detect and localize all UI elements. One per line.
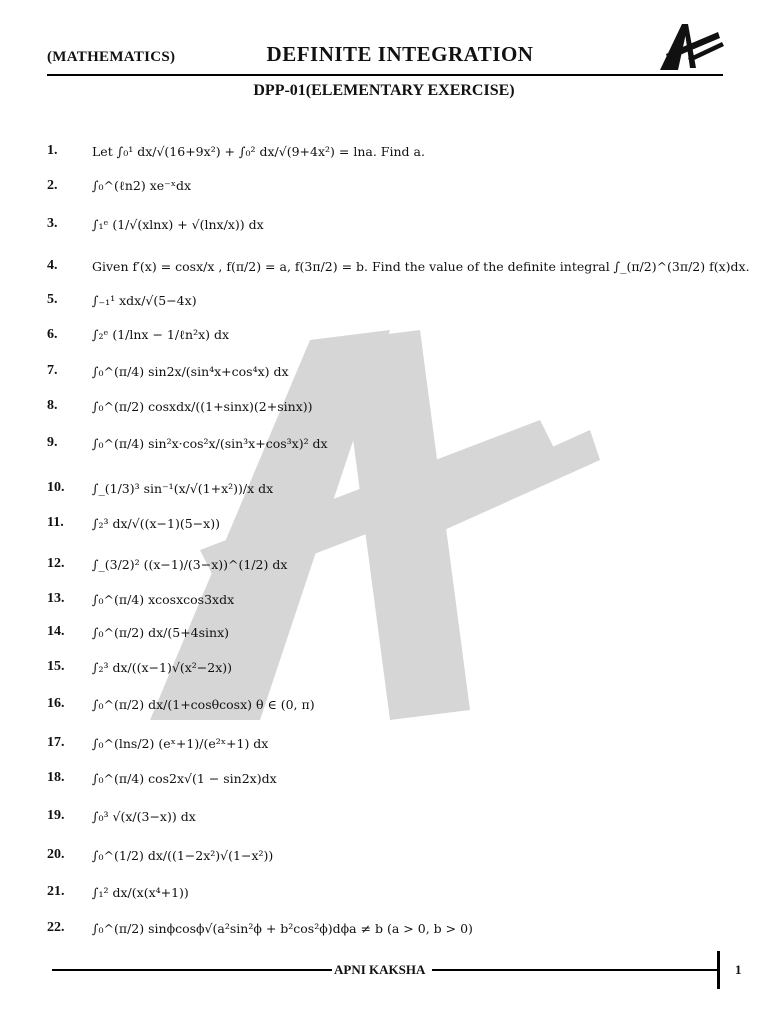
question-text: ∫₀^(π/4) cos2x√(1 − sin2x)dx — [92, 770, 277, 786]
question-number: 6. — [47, 327, 58, 342]
question-number: 9. — [47, 435, 58, 450]
question-number: 10. — [47, 480, 65, 495]
question-number: 3. — [47, 216, 58, 231]
question-text: ∫₀^(π/4) xcosxcos3xdx — [92, 591, 235, 607]
question-number: 17. — [47, 735, 65, 750]
question-text: ∫₀³ √(x/(3−x)) dx — [92, 808, 196, 824]
question-number: 1. — [47, 143, 58, 158]
question-text: ∫₀^(π/2) dx/(5+4sinx) — [92, 624, 230, 640]
question-text: ∫₀^(1/2) dx/((1−2x²)√(1−x²)) — [92, 847, 274, 863]
question-number: 4. — [47, 258, 58, 273]
page-title: DEFINITE INTEGRATION — [266, 42, 534, 66]
question-text: ∫₀^(π/2) sinϕcosϕ√(a²sin²ϕ + b²cos²ϕ)dϕa ≠ b (a > 0, b > 0) — [92, 920, 473, 936]
question-text: ∫_(3/2)² ((x−1)/(3−x))^(1/2) dx — [92, 556, 288, 572]
header-rule — [47, 74, 723, 76]
subject-label: (MATHEMATICS) — [47, 49, 176, 65]
question-number: 8. — [47, 398, 58, 413]
question-number: 22. — [47, 920, 65, 935]
question-number: 20. — [47, 847, 65, 862]
question-text: ∫₀^(π/2) dx/(1+cosθcosx) θ ∈ (0, π) — [92, 696, 315, 712]
question-text: ∫₀^(π/2) cosxdx/((1+sinx)(2+sinx)) — [92, 398, 313, 414]
question-text: ∫₂ᵉ (1/lnx − 1/ℓn²x) dx — [92, 327, 230, 342]
question-text: ∫₀^(π/4) sin2x/(sin⁴x+cos⁴x) dx — [92, 363, 289, 379]
question-text: ∫₂³ dx/√((x−1)(5−x)) — [92, 515, 220, 531]
question-number: 16. — [47, 696, 65, 711]
apni-kaksha-logo-icon — [648, 18, 728, 74]
footer-divider — [717, 951, 720, 989]
worksheet-subtitle: DPP-01(ELEMENTARY EXERCISE) — [253, 82, 515, 99]
question-number: 21. — [47, 884, 65, 899]
question-text: Let ∫₀¹ dx/√(16+9x²) + ∫₀² dx/√(9+4x²) = lna. Find a. — [92, 143, 425, 159]
question-number: 11. — [47, 515, 64, 530]
question-text: ∫₁² dx/(x(x⁴+1)) — [92, 884, 189, 900]
question-text: ∫₂³ dx/((x−1)√(x²−2x)) — [92, 659, 233, 675]
question-number: 14. — [47, 624, 65, 639]
page-number: 1 — [735, 962, 742, 977]
question-number: 2. — [47, 178, 58, 193]
question-number: 19. — [47, 808, 65, 823]
question-number: 12. — [47, 556, 65, 571]
question-text: ∫₋₁¹ xdx/√(5−4x) — [92, 292, 197, 308]
footer-brand: APNI KAKSHA — [334, 962, 426, 977]
footer-rule-left — [52, 969, 332, 971]
question-text: ∫_(1/3)³ sin⁻¹(x/√(1+x²))/x dx — [92, 480, 274, 496]
question-number: 7. — [47, 363, 58, 378]
footer-rule-right — [432, 969, 718, 971]
question-number: 18. — [47, 770, 65, 785]
question-text: Given f′(x) = cosx/x , f(π/2) = a, f(3π/2) = b. Find the value of the definite integral ∫_(π/2)^(3π/2) f(x)dx. — [92, 258, 750, 274]
question-number: 13. — [47, 591, 65, 606]
question-text: ∫₀^(π/4) sin²x·cos²x/(sin³x+cos³x)² dx — [92, 435, 328, 451]
question-number: 15. — [47, 659, 65, 674]
question-number: 5. — [47, 292, 58, 307]
question-text: ∫₀^(lns/2) (eˣ+1)/(e²ˣ+1) dx — [92, 735, 269, 751]
question-text: ∫₁ᵉ (1/√(xlnx) + √(lnx/x)) dx — [92, 216, 264, 232]
question-text: ∫₀^(ℓn2) xe⁻ˣdx — [92, 178, 192, 193]
